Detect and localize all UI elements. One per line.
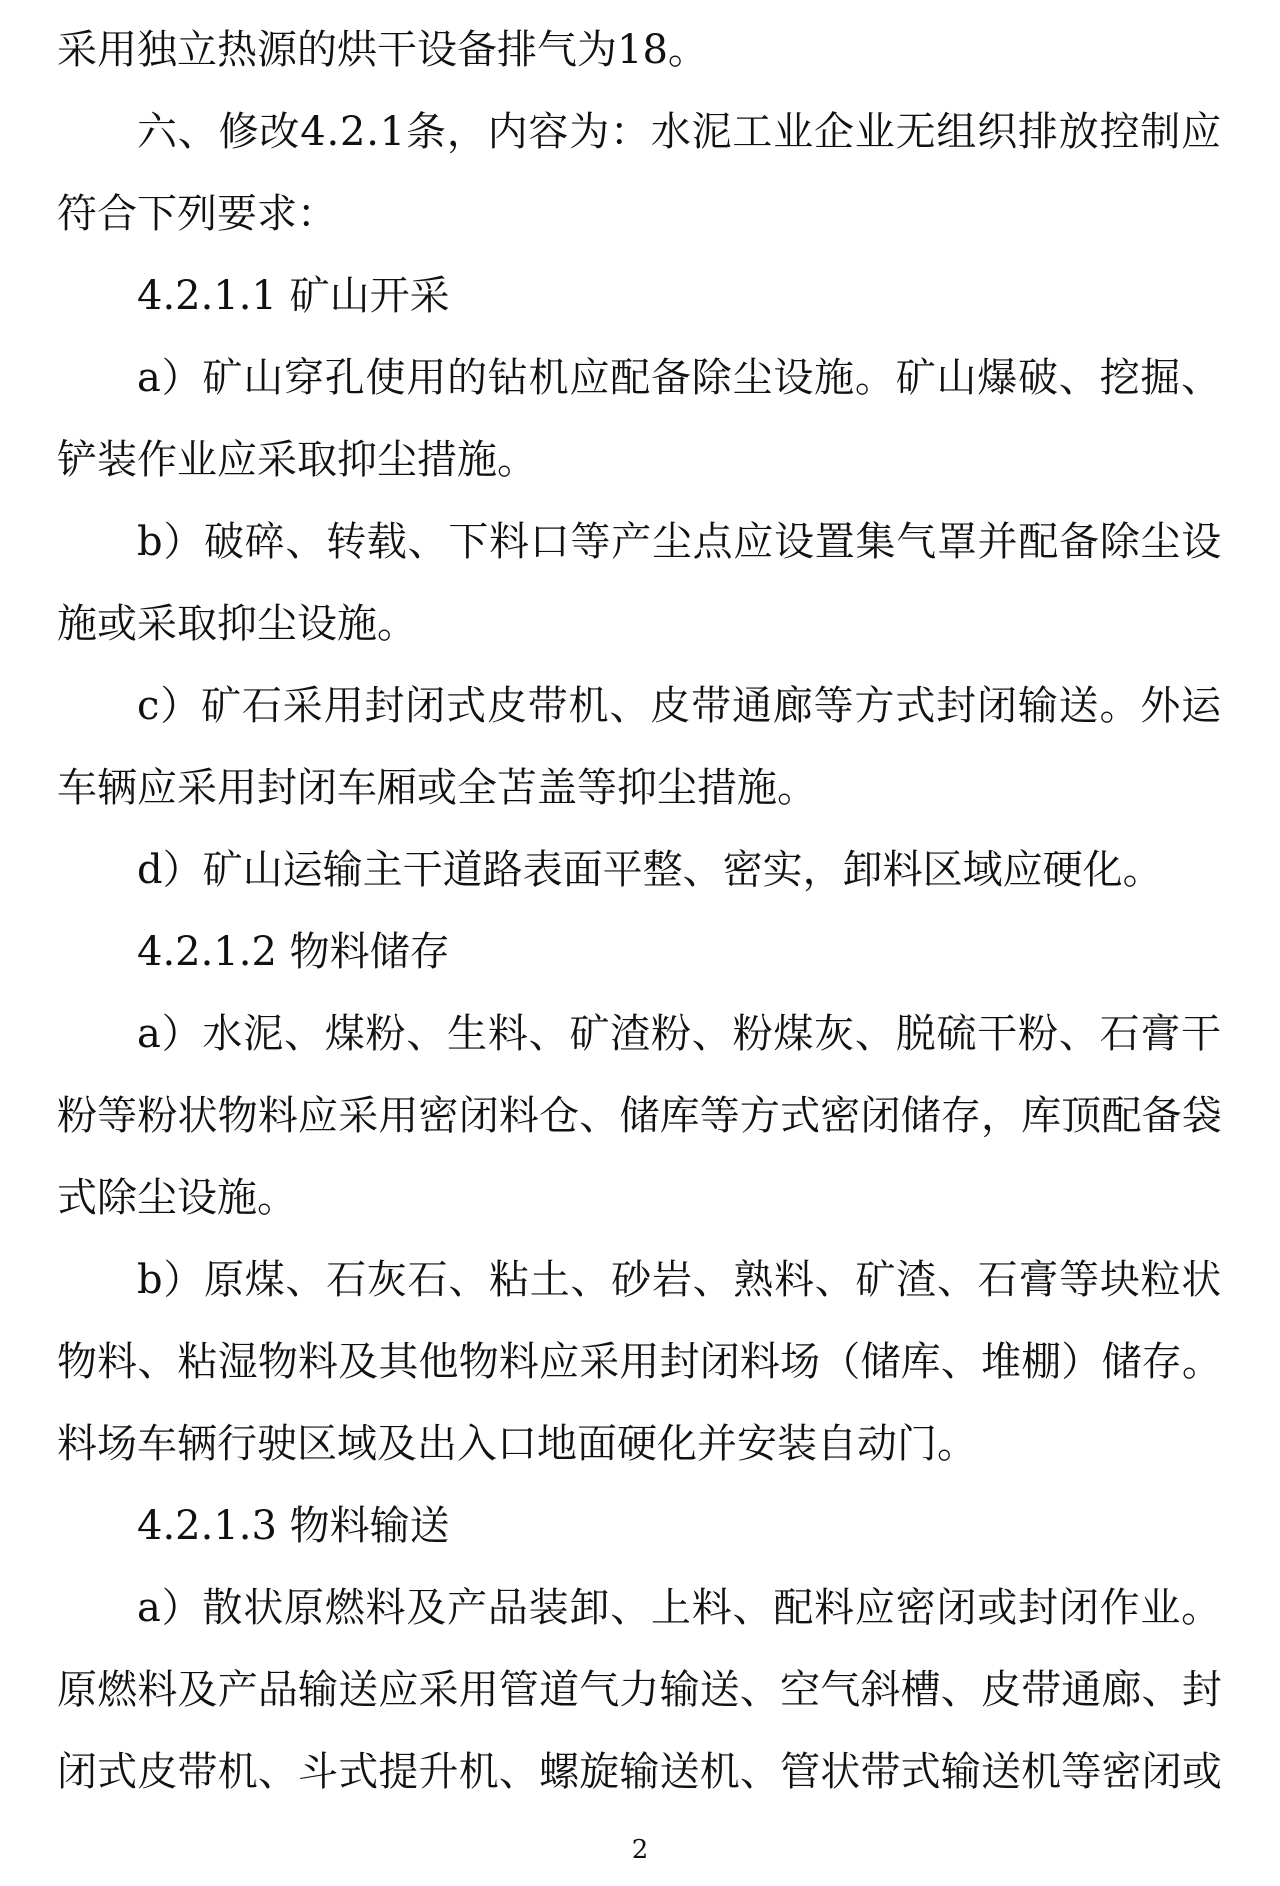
text-line: 粉等粉状物料应采用密闭料仓、储库等方式密闭储存，库顶配备袋 [57,1093,1223,1139]
section-heading: 4.2.1.1 矿山开采 [137,273,450,319]
text-line: 铲装作业应采取抑尘措施。 [57,437,537,483]
text-line: 施或采取抑尘设施。 [57,601,417,647]
text-line: b）原煤、石灰石、粘土、砂岩、熟料、矿渣、石膏等块粒状 [137,1257,1222,1303]
text-line: 符合下列要求： [57,191,337,237]
text-line: 式除尘设施。 [57,1175,297,1221]
text-line: 物料、粘湿物料及其他物料应采用封闭料场（储库、堆棚）储存。 [57,1339,1223,1385]
text-line: 六、修改4.2.1条，内容为：水泥工业企业无组织排放控制应 [137,109,1222,155]
text-line: 原燃料及产品输送应采用管道气力输送、空气斜槽、皮带通廊、封 [57,1667,1223,1713]
text-line: c）矿石采用封闭式皮带机、皮带通廊等方式封闭输送。外运 [137,683,1223,729]
text-line: d）矿山运输主干道路表面平整、密实，卸料区域应硬化。 [137,847,1163,893]
text-line: 采用独立热源的烘干设备排气为18。 [57,27,708,73]
text-line: 闭式皮带机、斗式提升机、螺旋输送机、管状带式输送机等密闭或 [57,1749,1223,1795]
section-heading: 4.2.1.2 物料储存 [137,929,450,975]
text-line: a）散状原燃料及产品装卸、上料、配料应密闭或封闭作业。 [137,1585,1222,1631]
page-number: 2 [631,1835,649,1865]
text-line: b）破碎、转载、下料口等产尘点应设置集气罩并配备除尘设 [137,519,1222,565]
text-line: a）水泥、煤粉、生料、矿渣粉、粉煤灰、脱硫干粉、石膏干 [137,1011,1222,1057]
text-line: a）矿山穿孔使用的钻机应配备除尘设施。矿山爆破、挖掘、 [137,355,1222,401]
section-heading: 4.2.1.3 物料输送 [137,1503,450,1549]
text-line: 料场车辆行驶区域及出入口地面硬化并安装自动门。 [57,1421,977,1467]
text-line: 车辆应采用封闭车厢或全苫盖等抑尘措施。 [57,765,817,811]
